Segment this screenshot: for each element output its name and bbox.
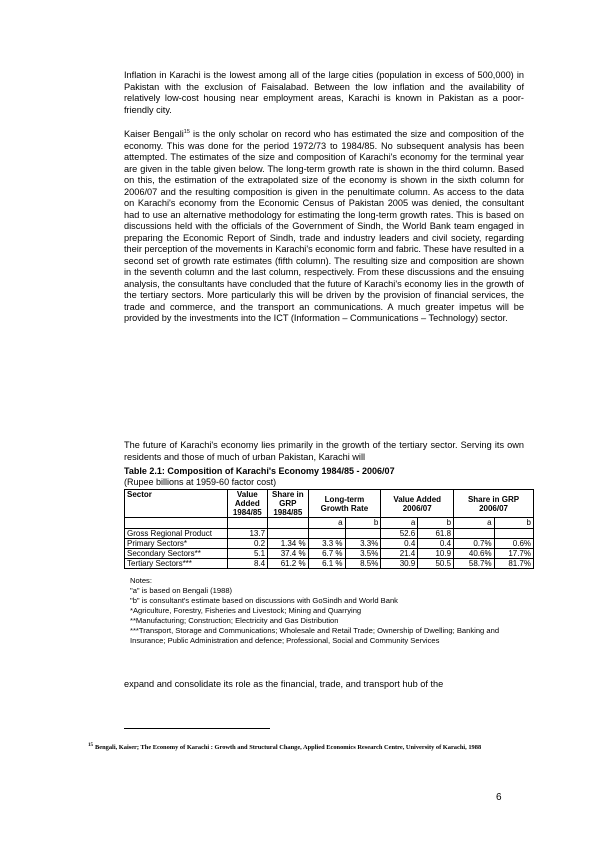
cell-sector: Tertiary Sectors*** <box>125 559 228 569</box>
cell-value-added-0607-b: 10.9 <box>418 549 454 559</box>
table-caption <box>124 466 534 488</box>
cell-value-added-0607-a: 52.6 <box>381 529 418 539</box>
cell-value-added-8485: 0.2 <box>227 539 268 549</box>
cell-value-added-8485: 13.7 <box>227 529 268 539</box>
cell-value-added-8485: 8.4 <box>227 559 268 569</box>
cell-growth-b <box>345 529 381 539</box>
subheader-a: a <box>454 518 495 529</box>
cell-share-8485: 61.2 % <box>268 559 309 569</box>
table-row <box>125 559 534 569</box>
cell-value-added-0607-b: 61.8 <box>418 529 454 539</box>
cell-value-added-0607-a: 0.4 <box>381 539 418 549</box>
cell-growth-a: 6.1 % <box>308 559 345 569</box>
note-item: "b" is consultant's estimate based on discussions with GoSindh and World Bank <box>130 596 398 605</box>
cell-share-8485 <box>268 529 309 539</box>
paragraph-hub-role: expand and consolidate its role as the financial, trade, and transport hub of the <box>124 679 444 689</box>
note-item: **Manufacturing; Construction; Electricity and Gas Distribution <box>130 616 339 625</box>
paragraph-inflation: Inflation in Karachi is the lowest among all of the large cities (population in excess of 500,000) in Pakistan with the exclusion of Faisalabad. Between the low inflation and the availability of relatively low-cost housing near employment areas, Karachi is known in Pakistan as a poor-friendly city. <box>124 70 524 115</box>
cell-growth-a <box>308 529 345 539</box>
cell-growth-b: 3.3% <box>345 539 381 549</box>
notes-heading: Notes: <box>130 576 152 585</box>
paragraph-economy-estimates <box>124 129 524 325</box>
table-row <box>125 549 534 559</box>
cell-sector: Primary Sectors* <box>125 539 228 549</box>
cell-share-0607-b: 0.6% <box>494 539 533 549</box>
cell-share-0607-b: 81.7% <box>494 559 533 569</box>
cell-growth-a: 6.7 % <box>308 549 345 559</box>
cell-share-8485: 1.34 % <box>268 539 309 549</box>
cell-value-added-0607-a: 30.9 <box>381 559 418 569</box>
header-share-grp-8485: Share in GRP 1984/85 <box>268 490 309 518</box>
cell-growth-b: 8.5% <box>345 559 381 569</box>
cell-share-8485: 37.4 % <box>268 549 309 559</box>
paragraph-future-economy: The future of Karachi's economy lies primarily in the growth of the tertiary sector. Serving its own residents and those of much of urban Pakistan, Karachi will <box>124 440 524 462</box>
cell-growth-a: 3.3 % <box>308 539 345 549</box>
cell-value-added-0607-b: 0.4 <box>418 539 454 549</box>
economy-composition-table <box>124 489 534 569</box>
subheader-b: b <box>494 518 533 529</box>
cell-share-0607-b: 17.7% <box>494 549 533 559</box>
note-item: ***Transport, Storage and Communications; Wholesale and Retail Trade; Ownership of Dwelling; Banking and Insurance; Public Administration and defence; Professional, Social and Community Services <box>130 626 500 645</box>
footnote-divider <box>124 728 270 729</box>
subheader-b: b <box>418 518 454 529</box>
subheader-b: b <box>345 518 381 529</box>
header-share-grp-0607: Share in GRP 2006/07 <box>454 490 534 518</box>
cell-value-added-0607-b: 50.5 <box>418 559 454 569</box>
subheader-empty <box>125 518 228 529</box>
footnote-text: Bengali, Kaiser; The Economy of Karachi : Growth and Structural Change, Applied Economics Research Centre, University of Karachi, 1988 <box>95 744 482 751</box>
note-item: "a" is based on Bengali (1988) <box>130 586 233 595</box>
table-subheader-row <box>125 518 534 529</box>
paragraph-text-start: Kaiser Bengali <box>124 129 184 139</box>
table-row <box>125 539 534 549</box>
header-value-added-8485: Value Added 1984/85 <box>227 490 268 518</box>
cell-share-0607-a <box>454 529 495 539</box>
cell-sector: Gross Regional Product <box>125 529 228 539</box>
table-notes <box>130 576 534 646</box>
subheader-empty <box>268 518 309 529</box>
footnote <box>88 743 528 752</box>
footnote-reference[interactable]: 15 <box>183 128 190 135</box>
cell-value-added-8485: 5.1 <box>227 549 268 559</box>
table-subtitle: (Rupee billions at 1959-60 factor cost) <box>124 477 277 487</box>
cell-value-added-0607-a: 21.4 <box>381 549 418 559</box>
header-sector: Sector <box>125 490 228 518</box>
header-growth-rate: Long-term Growth Rate <box>308 490 381 518</box>
cell-sector: Secondary Sectors** <box>125 549 228 559</box>
note-item: *Agriculture, Forestry, Fisheries and Livestock; Mining and Quarrying <box>130 606 362 615</box>
table-title: Table 2.1: Composition of Karachi's Economy 1984/85 - 2006/07 <box>124 466 395 476</box>
paragraph-text-rest: is the only scholar on record who has estimated the size and composition of the economy. This was done for the period 1972/73 to 1984/85. No subsequent analysis has been attempted. The estimates of the size and composition of Karachi's economy for the terminal year are given in the table given below. The long-term growth rate is shown in the third column. Based on this, the estimation of the extrapolated size of the economy is shown in the sixth column for 2006/07 and the resulting composition is given in the penultimate column. As access to the data on Karachi's economy from the Economic Census of Pakistan 2005 was denied, the consultant had to use an alternative methodology for estimating the long-term growth rates. This is based on discussions held with the officials of the Government of Sindh, the World Bank team engaged in preparing the Economic Report of Sindh, trade and industry leaders and civil society, regarding their perception of the movements in Karachi's economic form and fabric. These have resulted in a second set of growth rate estimates (fifth column). The resulting size and composition are shown in the seventh column and the last column, respectively. From these discussions and the ensuing analysis, the consultants have concluded that the future of Karachi's economy lies in the growth of the tertiary sectors. More particularly this will be driven by the provision of financial services, the trade and commerce, and the transport an communications. A much greater impetus will be provided by the investments into the ICT (Information – Communications – Technology) sector. <box>124 129 524 323</box>
subheader-a: a <box>381 518 418 529</box>
page-number: 6 <box>496 792 502 803</box>
cell-share-0607-a: 40.6% <box>454 549 495 559</box>
cell-share-0607-b <box>494 529 533 539</box>
header-value-added-0607: Value Added 2006/07 <box>381 490 454 518</box>
table-header-row <box>125 490 534 518</box>
cell-share-0607-a: 0.7% <box>454 539 495 549</box>
table-row <box>125 529 534 539</box>
subheader-empty <box>227 518 268 529</box>
cell-share-0607-a: 58.7% <box>454 559 495 569</box>
cell-growth-b: 3.5% <box>345 549 381 559</box>
subheader-a: a <box>308 518 345 529</box>
footnote-number: 15 <box>88 742 93 748</box>
